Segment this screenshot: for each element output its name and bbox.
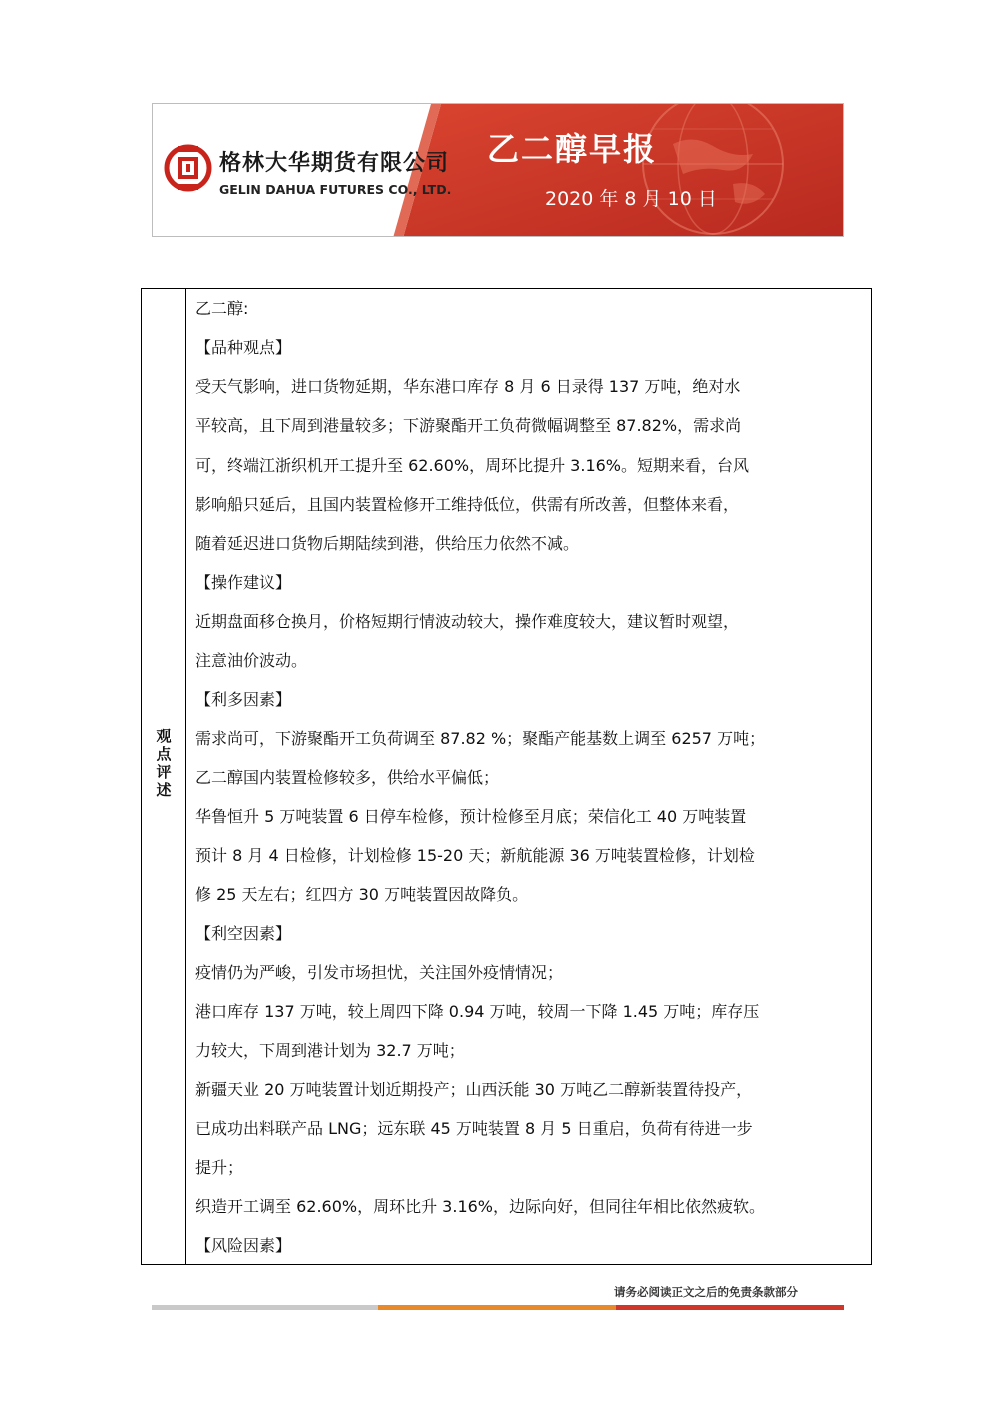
text-line: 华鲁恒升 5 万吨装置 6 日停车检修，预计检修至月底；荣信化工 40 万吨装置 (195, 807, 747, 826)
text-line: 乙二醇国内装置检修较多，供给水平偏低； (195, 768, 500, 787)
company-logo-icon (163, 138, 213, 198)
text-line: 疫情仍为严峻，引发市场担忧，关注国外疫情情况； (195, 963, 564, 982)
section-heading: 【利多因素】 (195, 690, 292, 709)
text-line: 近期盘面移仓换月，价格短期行情波动较大，操作难度较大，建议暂时观望， (195, 612, 740, 631)
section-heading: 【利空因素】 (195, 924, 292, 943)
text-line: 受天气影响，进口货物延期，华东港口库存 8 月 6 日录得 137 万吨，绝对水 (195, 377, 741, 396)
text-line: 织造开工调至 62.60%，周环比升 3.16%，边际向好，但同往年相比依然疲软。 (195, 1197, 766, 1216)
text-line: 注意油价波动。 (195, 651, 308, 670)
text-line: 新疆天业 20 万吨装置计划近期投产；山西沃能 30 万吨乙二醇新装置待投产， (195, 1080, 753, 1099)
report-header-banner (152, 103, 844, 237)
footer-bar-gray (152, 1305, 378, 1310)
text-line: 预计 8 月 4 日检修，计划检修 15-20 天；新航能源 36 万吨装置检修，计划检 (195, 846, 755, 865)
section-heading: 【风险因素】 (195, 1236, 292, 1255)
text-line: 提升； (195, 1158, 244, 1177)
report-title: 乙二醇早报 (487, 130, 658, 168)
text-line: 乙二醇: (195, 299, 249, 318)
text-line: 已成功出料联产品 LNG；远东联 45 万吨装置 8 月 5 日重启，负荷有待进一步 (195, 1119, 753, 1138)
company-name-cn: 格林大华期货有限公司 (219, 151, 450, 176)
side-label: 观点评述 (156, 727, 172, 799)
text-line: 可，终端江浙织机开工提升至 62.60%，周环比提升 3.16%。短期来看，台风 (195, 456, 750, 475)
disclaimer-text: 请务必阅读正文之后的免责条款部分 (614, 1285, 798, 1299)
text-line: 港口库存 137 万吨，较上周四下降 0.94 万吨，较周一下降 1.45 万吨；库存压 (195, 1002, 760, 1021)
text-line: 随着延迟进口货物后期陆续到港，供给压力依然不减。 (195, 534, 580, 553)
text-line: 修 25 天左右；红四方 30 万吨装置因故降负。 (195, 885, 529, 904)
footer-bar-orange (378, 1305, 616, 1310)
section-heading: 【操作建议】 (195, 573, 292, 592)
section-heading: 【品种观点】 (195, 338, 292, 357)
commentary-table (141, 288, 872, 1265)
text-line: 需求尚可，下游聚酯开工负荷调至 87.82 %；聚酯产能基数上调至 6257 万吨； (195, 729, 766, 748)
text-line: 平较高，且下周到港量较多；下游聚酯开工负荷微幅调整至 87.82%，需求尚 (195, 416, 742, 435)
text-line: 影响船只延后，且国内装置检修开工维持低位，供需有所改善，但整体来看， (195, 495, 740, 514)
report-date: 2020 年 8 月 10 日 (545, 188, 717, 210)
company-name-en: GELIN DAHUA FUTURES CO., LTD. (219, 182, 452, 197)
footer-bar-red (616, 1305, 844, 1310)
text-line: 力较大，下周到港计划为 32.7 万吨； (195, 1041, 465, 1060)
side-label-cell (142, 289, 186, 1264)
